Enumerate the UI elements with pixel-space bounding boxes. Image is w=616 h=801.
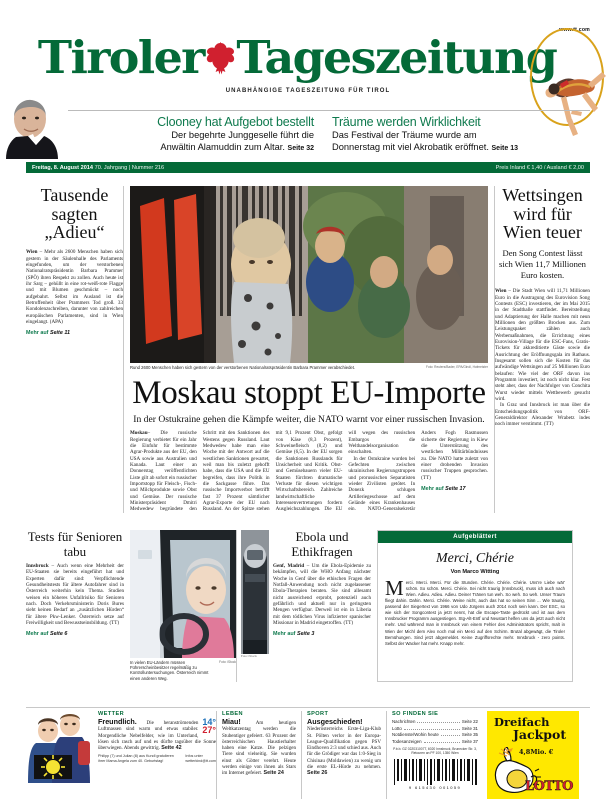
ebola-headline[interactable]: Ebola und Ethikfragen xyxy=(291,529,353,559)
ebola-photo-block xyxy=(241,530,269,682)
weather-kicker: WETTER xyxy=(98,711,125,717)
center-column xyxy=(124,186,494,513)
teaser-page-ref[interactable]: Seite 13 xyxy=(491,144,518,152)
seniors-credit: Foto: iStock xyxy=(219,660,236,664)
ebola-photo-credit: Foto: iStock xyxy=(241,654,257,658)
teaser-page-ref[interactable]: Seite 32 xyxy=(287,144,314,152)
dateline-place: Moskau xyxy=(129,430,148,437)
dateline-place: Wien xyxy=(494,288,507,295)
tyrol-eagle-icon xyxy=(203,39,238,79)
logo-word-tiroler: Tiroler xyxy=(37,31,204,84)
dateline-place: Wien xyxy=(26,249,38,256)
main-paragraph-2: In der Ostukraine wurden bei Gefechten zwischen ukrainischen Regierungstruppen und prorussischen Separatisten wieder Zivilisten getötet. In Donezk schlugen Artilleriegeschosse auf dem Gelände eines Krankenhauses ein. NATO-Generalsekretär Anders Fogh Rasmussen sicherte der Regierung in Kiew die Unterstützung des westlichen Militärbündnisses zu. Die NATO hatte zuletzt von einer drohenden Invasion russischer Truppen gesprochen. (TT) xyxy=(348,430,488,513)
left-article-body: Wien – Mehr als 2600 Menschen haben sich gestern in der Säulenhalle des Parlaments eingefunden, um der verstorbenen Nationalratspräsidentin Barbara Prammer (SPÖ) ihren Respekt zu zollen. Auch heute ist ihr Sarg – gehüllt in eine rot-weiß-rote Flagge und mit Blumen geschmückt – noch aufgebahrt. Selbst im Ausland ist die Betroffenheit über Prammers Tod groß. 33 Kondolenzschreiben, darunter von zahlreichen europäischen Parlamenten, sind in Wien eingelangt. (APA) xyxy=(26,249,123,325)
right-subheadline: Den Song Contest lässt sich Wien 11,7 Millionen Euro kosten. xyxy=(498,248,586,281)
aufgeblaettert-title[interactable]: Merci, Chérie xyxy=(435,550,514,566)
aufgeblaettert-box xyxy=(377,530,573,682)
website-url[interactable]: www.tt.com xyxy=(559,27,590,33)
logo-title xyxy=(37,31,557,84)
sport-body: Ausgeschieden! Niederösterreichs Erste-Liga-Klub St. Pölten verlor in der Europa-League-Qualifikation gegen PSV Eindhoven 2:3 und schied aus. Auch für die Grödiger war das 1:0-Sieg in Chisinau (Moldawien) zu wenig um die erste EL-Hürde zu nehmen. Seite 26 xyxy=(307,717,381,777)
logo-word-tageszeitung: Tageszeitung xyxy=(236,31,557,84)
newspaper-logo xyxy=(37,30,557,86)
main-subheadline: In der Ostukraine gehen die Kämpfe weiter, die NATO warnt vor einer russischen Invasion. xyxy=(133,414,485,426)
lotto-line-2: Jackpot xyxy=(513,727,567,742)
weather-temps xyxy=(202,719,216,736)
seniors-body: Innsbruck – Auch wenn eine Mehrheit der EU-Staaten sie bereits eingeführt hat und Experten dafür sind: Verpflichtende Gesundheitstests für ältere Autofahrer sind in Österreich weiterhin kein Thema. Studien weisen ein höheres Unfallrisiko für Senioren nach. Doch Verkehrsministerin Doris Bures sieht keinen Bedarf an „zusätzlichen Hürden“ für ältere Pkw-Lenker. Österreich setze auf Freiwilligkeit und Bewusstseinsbildung. (TT) xyxy=(26,563,124,627)
weather-section xyxy=(92,711,216,799)
temp-min: 14° xyxy=(202,717,216,727)
teaser-line-2: Donnerstag mit viel Akrobatik eröffnet. Seite 13 xyxy=(332,141,518,152)
dateline-place: Innsbruck xyxy=(26,563,49,569)
left-more-link[interactable]: Mehr auf Seite 11 xyxy=(26,330,70,337)
seniors-caption-row xyxy=(130,660,236,681)
lotto-unit: Mio. € xyxy=(530,748,554,756)
imprint-text: P.b.b. GZ 02Z031007T, 6020 Innsbruck, Brunecker Str. 3, Retouren an PF 100, 1350 Wien xyxy=(393,746,477,756)
weather-photo-block xyxy=(26,711,92,799)
teaser-headline: Clooney hat Aufgebot bestellt xyxy=(157,115,314,129)
main-photo-caption-row xyxy=(130,365,488,370)
sport-lead: Ausgeschieden! xyxy=(307,717,363,726)
masthead xyxy=(0,0,616,110)
main-article-columns xyxy=(130,430,488,512)
seniors-more-link[interactable]: Mehr auf Seite 6 xyxy=(26,631,68,638)
index-section xyxy=(387,711,483,799)
leben-body: Miau! Am heutigen Weltkatzentag werden die Stubentiger gefeiert. 63 Prozent der österreichischen Haustierhalter haben eine Katze. Die pelzigen Tiere sind vielseitig. Sie wurden einst als Götter verehrt. Heute werden einige von ihnen als Stars im Internet gefeiert. Seite 24 xyxy=(222,717,296,777)
left-headline[interactable]: Tausende sagten „Adieu“ xyxy=(40,185,109,243)
teaser-line-1: Der begehrte Junggeselle führt die xyxy=(171,130,314,140)
teaser-line-1: Das Festival der Träume wurde am xyxy=(332,130,477,140)
lower-section xyxy=(26,530,590,682)
leader-dots xyxy=(404,729,460,730)
left-body-text: Mehr als 2600 Menschen haben sich gestern in der Säulenhalle des Parlaments eingefunden, um der verstorbenen Nationalratspräsidentin Barbara Prammer (SPÖ) ihren Respekt zu zollen. Auch heute ist ihr Sarg – gehüllt in eine rot-weiß-rote Flagge und mit Blumen geschmückt – noch aufgebahrt. Selbst im Ausland ist die Betroffenheit über Prammers Tod groß. 33 Kondolenzschreiben, darunter von zahlreichen europäischen Parlamenten, sind in Wien eingelangt. (APA) xyxy=(26,249,123,325)
barcode-number: 9 615430 001059 xyxy=(408,784,462,790)
aufgeblaettert-dropcap: M xyxy=(385,575,404,600)
dateline-place: Genf, Madrid xyxy=(273,563,305,569)
kid-credit-email: Infos unter wetterkind@tt.com xyxy=(185,754,216,764)
issue-date: Freitag, 8. August 2014 xyxy=(32,164,94,171)
sport-page-ref[interactable]: Seite 26 xyxy=(307,770,328,777)
weather-kids-photo xyxy=(26,711,92,783)
teaser-headline: Träume werden Wirklichkeit xyxy=(332,115,481,129)
sport-section xyxy=(302,711,386,799)
clooney-portrait-photo xyxy=(6,93,68,159)
leben-section xyxy=(217,711,301,799)
left-column xyxy=(26,186,123,513)
index-kicker: SO FINDEN SIE xyxy=(392,711,439,717)
sun-icon xyxy=(46,760,60,774)
right-column xyxy=(495,186,590,513)
lotto-logo: LOTTO xyxy=(524,779,573,794)
sport-kicker: SPORT xyxy=(307,711,329,717)
ean-barcode-icon xyxy=(392,759,478,785)
main-headline[interactable]: Moskau stoppt EU-Importe xyxy=(132,375,486,412)
right-article-p1: Wien – Die Stadt Wien will 11,71 Millionen Euro in die Austragung des Eurovision Song Contests (ESC) investieren, der im Mai 2015 in der Stadthalle stattfindet. Bereitstellung und Adaptierung der Halle machen mit neun Millionen den größten Brocken aus. Zum Leistungspaket zählen auch Werbemaßnahmen, die Errichtung eines Eurovision-Village für die ESC-Fans, Gratis-Tickets für akkreditierte Gäste sowie die Ausrichtung der Eröffnungsgala im Rathaus. Insgesamt sollen sich die Kosten für das aufwändige Wettsingen auf 25 Millionen Euro belaufen: Wie viel der ORF davon ins Programm investiert, ist noch nicht klar. Fest steht aber, dass der Nachfolger von Conchita Wurst wieder mittels Wettbewerb gesucht wird. xyxy=(494,288,590,402)
issue-price: Preis Inland € 1,40 / Ausland € 2,00 xyxy=(495,164,584,171)
index-row[interactable]: Todesanzeigen Seite 37 xyxy=(392,738,478,744)
index-row[interactable]: Lotto Seite 31 xyxy=(392,725,478,731)
aufgeblaettert-kicker: Aufgeblättert xyxy=(378,531,572,543)
ebola-suit-photo xyxy=(241,530,269,654)
main-photo-credit: Foto: Reuters/Bader, EPA/Gindl, Hofmeister xyxy=(426,365,488,369)
date-bar-left xyxy=(32,165,164,171)
leben-lead: Miau! xyxy=(222,717,241,726)
weather-body: 14° 27° Freundlich. Die heranströmenden Luftmassen sind warm und etwas stabiler. Morgendliche Nebelfelder, wie im Unterland, lösen sich rasch auf und es dürfte tagsüber die Sonne überwiegen. Abends gewittrig. Seite 42 xyxy=(98,717,216,752)
weather-kid-credit xyxy=(98,754,216,764)
teaser-line-2: Anwältin Alamuddin zum Altar. Seite 32 xyxy=(160,141,314,152)
seniors-caption: In vielen EU-Ländern müssen Führerscheinbesitzer regelmäßig zu Kontrolluntersuchungen. Österreich nimmt einen anderen Weg. xyxy=(130,660,209,681)
senior-driving-photo xyxy=(130,530,236,658)
masthead-slogan: UNABHÄNGIGE TAGESZEITUNG FÜR TIROL xyxy=(225,88,391,94)
main-content-grid xyxy=(26,186,590,513)
leader-dots xyxy=(417,722,459,723)
main-more-link[interactable]: Mehr auf Seite 17 xyxy=(421,485,466,492)
main-photo xyxy=(130,186,488,363)
leader-dots xyxy=(424,742,460,743)
issue-volume: 70. Jahrgang xyxy=(94,164,128,171)
ebola-more-link[interactable]: Mehr auf Seite 3 xyxy=(273,631,315,638)
seniors-photo-block xyxy=(130,530,236,682)
seniors-headline[interactable]: Tests für Senioren tabu xyxy=(27,529,123,559)
date-bar xyxy=(26,162,590,173)
main-paragraph-1: Moskau– Die russische Regierung verbietet für ein Jahr die Einfuhr für bestimmte Agrar-Produkte aus der EU, den USA sowie aus Australien und Kanada. Laut einer an Donnerstag veröffentlichten Liste gilt ab sofort ein russischer Importstopp für Fleisch-, Fisch- und Milchprodukte sowie Obst und Gemüse. Der russische Ministerpräsident Dmitri Medwedew begründete den Schritt mit den Sanktionen des Westens gegen Russland. Laut Medwedew habe man eine Woche mit der Antwort auf die westlichen Sanktionen gewartet, weil man bis zuletzt gehofft habe, dass die USA und die EU begreifen, dass ihre Politik in die Sackgasse führe. Das russische Importverbot betrifft fast 37 Prozent sämtlicher Agrar-Exporte der EU nach Russland. An der Spitze stehen mit 9,1 Prozent Obst, gefolgt von Käse (8,3 Prozent), Schweinefleisch (8,2) und Gemüse (6,5). In der EU sorgen die Sanktionen Russlands für Unsicherheit und Kritik. Obst- und Gemüsebauern vieler EU-Staaten fürchten dramatische Verluste für diesen wichtigen Wirtschaftsbereich. Zahlreiche landwirtschaftliche Interessenvertretungen fordern Ausgleichszahlungen. Die EU will wegen des russischen Embargos die Welthandelsorganisation einschalten. xyxy=(129,430,416,513)
kid-credit-text: Philipp (7) und Julian (8) aus Kundl gratulieren ihrer Mama Angela zum 40. Geburtstag! xyxy=(98,754,174,764)
ebola-article xyxy=(273,530,371,682)
aufgeblaettert-byline: Von Marco Witting xyxy=(450,568,500,575)
aufgeblaettert-body: Merci. Merci. Merci. Für die Stunden. Chérie. Chérie. Chérie. Uns're Liebe wär' schön. So schön. Merci. Chérie. Sei nicht traurig (Innsbruck), muss ich auch nach Wien. Adieu. Adieu. Adieu. Deiner Tränen tun weh. So weh. So weh. Unser Traum fliegt dahin. Dahin. Merci. Chérie. Weine nicht, auch das hat so seinen Sinn ... Wie traurig, passend der Siegertext von 1966 von Udo Jürgens auch 2014 noch sein kann. Der ESC, so wie sich der Songcontest ja jetzt nennt, hat die Escape-Taste gedrückt und ist aus dem Innsbrucker Programm ausgestiegen. Stg-Alt-Entf und Neustart helfen uns da jetzt auch nicht mehr. Und während man in Innsbruck von einem Fehler des Administrators spricht, malt in Wien der Michl dem Alex noch mal ein Merci auf den Schirm. Brutal abgewägt, die Tiroler Bemühungen. Sind jetzt abgemeldet. Keine Zugriffsrechte mehr. Innsbruck - zero points. Selbst der Wacker hat mehr. Knapp mehr. xyxy=(385,575,565,646)
main-photo-caption: Rund 2600 Menschen haben sich gestern von der verstorbenen Nationalratspräsidentin Barbara Prammer verabschiedet. xyxy=(129,365,356,370)
lotto-advertisement[interactable] xyxy=(487,711,579,799)
right-headline[interactable]: Wettsingen wird für Wien teuer xyxy=(502,185,583,243)
seniors-article xyxy=(26,530,124,682)
temp-max: 27° xyxy=(202,725,216,736)
issue-number: Nummer 216 xyxy=(131,164,165,171)
teaser-traeume[interactable] xyxy=(332,115,582,154)
right-article-p2: In Graz und Innsbruck ist man über die Entscheidungspolitik von ORF-Generaldirektor Alexander Wrabetz indes noch immer verstimmt. (TT) xyxy=(494,402,590,428)
leader-dots xyxy=(441,735,460,736)
teaser-strip xyxy=(26,110,590,158)
leben-kicker: LEBEN xyxy=(222,711,243,717)
ebola-body: Genf, Madrid – Um die Ebola-Epidemie zu bekämpfen, will die WHO Anfang nächster Woche in Genf über die ethischen Fragen der Notfall-Anwendung noch nicht zugelassener Ebola-Therapien beraten. Sie sind allesamt nicht ausreichend erprobt, potenziell auch gefährlich und aktuell nur in geringsten Mengen verfügbar. Derweil ist ein in Liberia mit dem tödlichen Virus infizierter spanischer Missionar in Madrid eingetroffen. (TT) xyxy=(273,563,372,627)
lotto-line-1: Dreifach xyxy=(494,715,550,729)
teaser-clooney[interactable] xyxy=(84,115,314,154)
index-row[interactable]: Notdienste/Wohin heute Seite 35 xyxy=(392,732,478,738)
issue-separator: | xyxy=(128,164,131,171)
column-divider xyxy=(236,530,237,682)
weather-lead: Freundlich. xyxy=(98,717,137,726)
lotto-amount: 4,8Mio. € xyxy=(519,748,554,756)
bottom-strip xyxy=(26,707,590,799)
weather-page-ref[interactable]: Seite 42 xyxy=(161,745,182,752)
index-row[interactable]: Nachrichten Seite 22 xyxy=(392,719,478,724)
leben-page-ref[interactable]: Seite 24 xyxy=(263,770,284,777)
